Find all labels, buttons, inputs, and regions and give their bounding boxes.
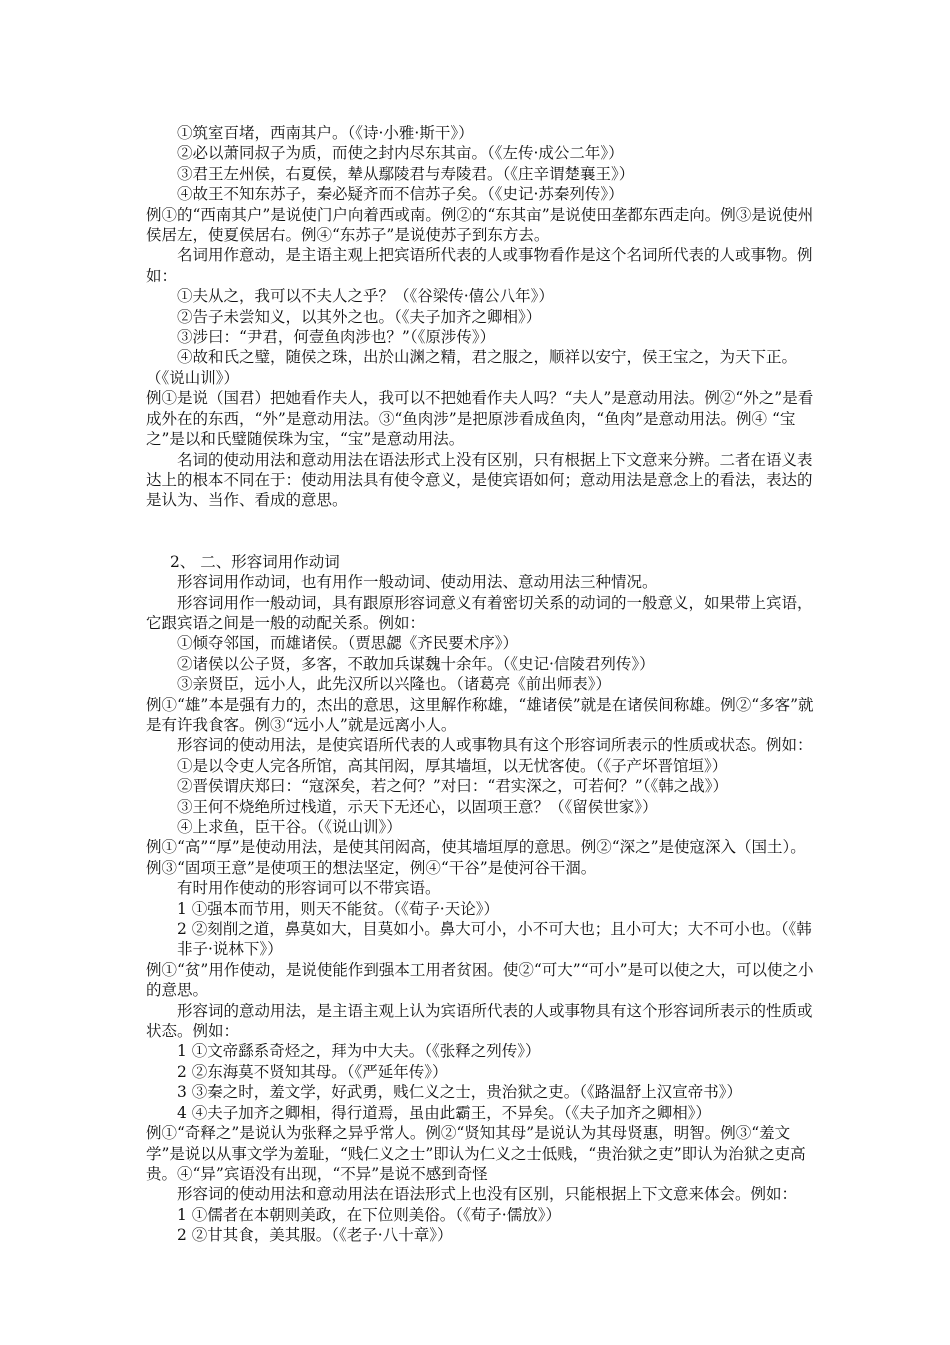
example-quote: ④故王不知东苏子，秦必疑齐而不信苏子矣。（《史记·苏秦列传》） (177, 185, 624, 204)
example-quote: 3 ③秦之时，羞文学，好武勇，贱仁义之士，贵治狱之吏。（《路温舒上汉宣帝书》） (177, 1083, 743, 1102)
example-quote: 1 ①儒者在本朝则美政，在下位则美俗。（《荀子·儒放》） (177, 1205, 561, 1224)
example-quote: 4 ④夫子加齐之卿相，得行道焉，虽由此霸王，不异矣。（《夫子加齐之卿相》） (177, 1103, 712, 1122)
body-paragraph: 名词的使动用法和意动用法在语法形式上没有区别，只有根据上下文意来分辨。二者在语义表达上的根本不同在于：使动用法具有使令意义，是使宾语如何；意动用法是意念上的看法，表达的是认为、当作、看成的意思。 (146, 450, 813, 510)
example-quote: ④故和氏之璧，随侯之珠，出於山渊之精，君之服之，顺祥以安宁，侯王宝之，为天下正。（《说山训》） (146, 348, 798, 387)
explanation-paragraph: 例①“贫”用作使动，是说使能作到强本工用者贫困。使②“可大”“可小”是可以使之大，可以使之小的意思。 (146, 960, 814, 1000)
example-quote: ③君王左州侯，右夏侯，辇从鄢陵君与寿陵君。（《庄辛谓楚襄王》） (177, 164, 635, 183)
example-quote: ②诸侯以公子贤，多客，不敢加兵谋魏十余年。（《史记·信陵君列传》） (177, 654, 655, 673)
example-quote: ③亲贤臣，远小人，此先汉所以兴隆也。（诸葛亮《前出师表》） (177, 675, 612, 694)
explanation-paragraph: 例①“高”“厚”是使动用法，是使其闬闳高，使其墙垣厚的意思。例②“深之”是使寇深入（国土）。例③“固项王意”是使项王的想法坚定，例④“干谷”是使河谷干涸。 (146, 838, 806, 877)
example-quote: ③涉曰：“尹君，何壹鱼肉涉也？”（《原涉传》） (177, 328, 496, 347)
body-paragraph: 形容词的意动用法，是主语主观上认为宾语所代表的人或事物具有这个形容词所表示的性质或状态。例如： (146, 1001, 813, 1041)
section-heading: 2、 二、形容词用作动词 (170, 552, 340, 571)
example-quote: ①倾夺邻国，而雄诸侯。（贾思勰《齐民要术序》） (177, 634, 519, 653)
explanation-paragraph: 例①“奇释之”是说认为张释之异乎常人。例②“贤知其母”是说认为其母贤惠，明智。例③“羞文学”是说以从事文学为羞耻，“贱仁义之士”即认为仁义之士低贱，“贵治狱之吏”即认为治狱之吏高贵。④“异”宾语没有出现，“不异”是说不感到奇怪 (146, 1124, 806, 1183)
explanation-paragraph: 例①的“西南其户”是说使门户向着西或南。例②的“东其亩”是说使田垄都东西走向。例③是说使州侯居左，使夏侯居右。例④“东苏子”是说使苏子到东方去。 (146, 205, 814, 245)
example-quote: 1 ①文帝繇系奇烃之，拜为中大夫。（《张释之列传》） (177, 1042, 541, 1061)
document-body (146, 123, 816, 1246)
example-quote: ①是以令吏人完各所馆，高其闬闳，厚其墙垣，以无忧客使。（《子产坏晋馆垣》） (177, 756, 728, 775)
example-quote: 2 ②甘其食，美其服。（《老子·八十章》） (177, 1226, 453, 1245)
example-quote: ④上求鱼，臣干谷。（《说山训》） (177, 818, 402, 836)
example-quote: ②告子未尝知义，以其外之也。（《夫子加齐之卿相》） (177, 307, 542, 326)
explanation-paragraph: 例①是说（国君）把她看作夫人，我可以不把她看作夫人吗？“夫人”是意动用法。例②“外之”是看成外在的东西，“外”是意动用法。③“鱼肉涉”是把原涉看成鱼肉，“鱼肉”是意动用法。例④ “宝之”是以和氏璧随侯珠为宝，“宝”是意动用法。 (146, 389, 814, 449)
body-paragraph: 形容词的使动用法和意动用法在语法形式上也没有区别，只能根据上下文意来体会。例如： (177, 1185, 798, 1204)
section-gap (146, 511, 816, 552)
example-quote: ①筑室百堵，西南其户。（《诗·小雅·斯干》） (177, 124, 474, 142)
example-quote: ①夫从之，我可以不夫人之乎？（《谷梁传·僖公八年》） (177, 287, 554, 306)
body-paragraph: 名词用作意动，是主语主观上把宾语所代表的人或事物看作是这个名词所代表的人或事物。例如： (146, 246, 813, 285)
example-quote: ③王何不烧绝所过栈道，示天下无还心，以固项王意？（《留侯世家》） (177, 797, 658, 816)
explanation-paragraph: 例①“雄”本是强有力的，杰出的意思，这里解作称雄，“雄诸侯”就是在诸侯间称雄。例②“多客”就是有许我食客。例③“远小人”就是远离小人。 (146, 695, 814, 734)
body-paragraph: 有时用作使动的形容词可以不带宾语。 (177, 879, 441, 898)
example-quote: 2 ②东海莫不贤知其母。（《严延年传》） (177, 1062, 448, 1081)
body-paragraph: 形容词用作动词，也有用作一般动词、使动用法、意动用法三种情况。 (177, 573, 658, 592)
body-paragraph: 形容词用作一般动词，具有跟原形容词意义有着密切关系的动词的一般意义，如果带上宾语，它跟宾语之间是一般的动配关系。例如： (146, 593, 813, 632)
example-quote: 2 ②刻削之道，鼻莫如大，目莫如小。鼻大可小，小不可大也；且小可大；大不可小也。（《韩非子·说林下》） (177, 920, 812, 959)
body-paragraph: 形容词的使动用法，是使宾语所代表的人或事物具有这个形容词所表示的性质或状态。例如： (177, 736, 813, 755)
example-quote: ②必以萧同叔子为质，而使之封内尽东其亩。（《左传·成公二年》） (177, 144, 624, 163)
example-quote: ②晋侯谓庆郑曰：“寇深矣，若之何？”对曰：“君实深之，可若何？”（《韩之战》） (177, 777, 728, 796)
example-quote: 1 ①强本而节用，则天不能贫。（《荀子·天论》） (177, 899, 499, 918)
